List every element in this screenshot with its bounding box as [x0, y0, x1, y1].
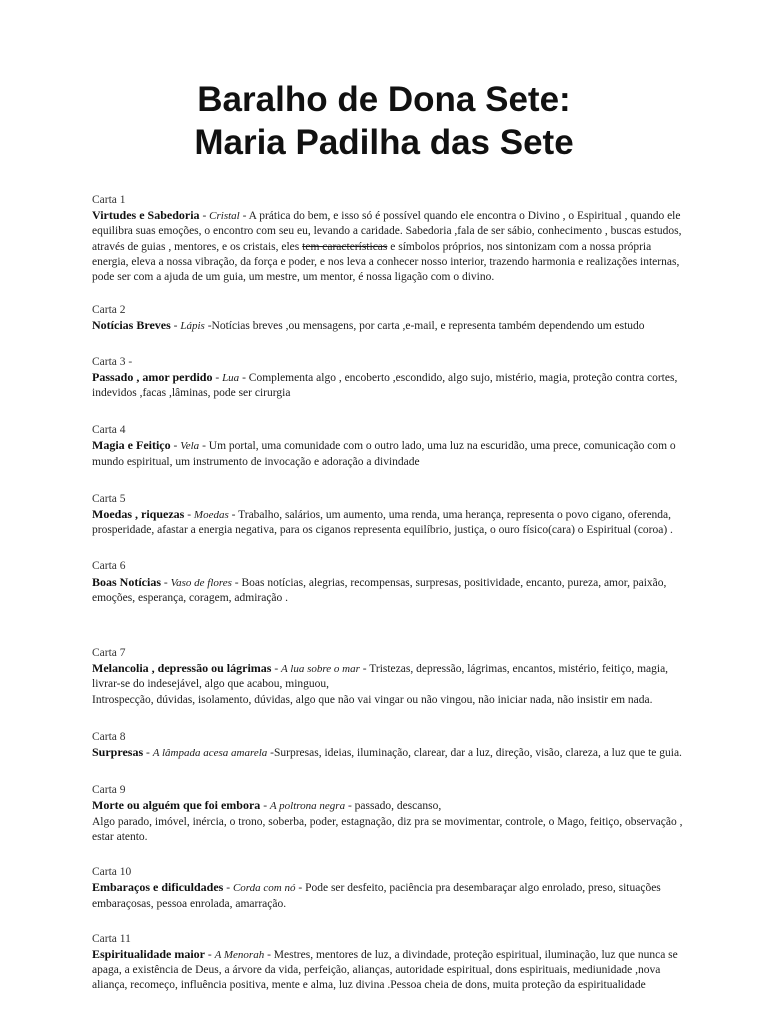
card-number: Carta 8 — [92, 730, 126, 743]
card-description-continued: Introspecção, dúvidas, isolamento, dúvidas, algo que não vai vingar ou não vingou, não iniciar nada, não insistir em nada. — [92, 693, 653, 706]
card-number: Carta 2 — [92, 304, 126, 317]
card-number: Carta 6 — [92, 560, 126, 573]
card-description: - A prática do bem, e isso só é possível quando ele encontra o Divino , o Espiritual , quando ele equilibra suas emoções, o encontro com seu eu, levando a caridade. Sabedoria ,fala de ser sábio, conhecimento , buscas estudos, através de guias , mentores, e os cristais, eles — [92, 210, 682, 253]
card-number: Carta 1 — [92, 194, 126, 206]
title-line-1: Baralho de Dona Sete: — [197, 80, 571, 119]
card-list — [92, 193, 688, 994]
card-name: Notícias Breves — [92, 318, 171, 333]
card-entry-2 — [92, 303, 688, 334]
card-description: - Boas notícias, alegrias, recompensas, surpresas, positividade, encanto, pureza, amor, paixão, emoções, esperança, coragem, admiração . — [92, 576, 667, 604]
card-object: Cristal — [209, 210, 240, 223]
card-name: Boas Notícias — [92, 574, 161, 589]
card-entry-3 — [92, 355, 688, 402]
card-number: Carta 11 — [92, 932, 131, 945]
struck-text: tem características — [302, 240, 388, 253]
card-entry-11 — [92, 932, 688, 994]
card-name: Morte ou alguém que foi embora — [92, 798, 261, 813]
card-description-continued: Algo parado, imóvel, inércia, o trono, soberba, poder, estagnação, diz pra se movimentar, controle, o Mago, feitiço, observação , estar atento. — [92, 815, 683, 843]
card-entry-4 — [92, 423, 688, 470]
card-description: - Complementa algo , encoberto ,escondido, algo sujo, mistério, magia, proteção contra cortes, indevidos ,facas ,lâminas, pode ser cirurgia — [92, 371, 678, 400]
card-entry-7 — [92, 646, 688, 708]
card-separator: - — [223, 882, 233, 895]
card-description: -Surpresas, ideias, iluminação, clarear, dar a luz, direção, visão, clareza, a luz que te guia. — [267, 747, 682, 760]
card-entry-1 — [92, 193, 688, 285]
card-entry-6 — [92, 559, 688, 606]
card-name: Surpresas — [92, 745, 144, 760]
card-name: Moedas , riquezas — [92, 507, 185, 522]
card-name: Melancolia , depressão ou lágrimas — [92, 661, 272, 676]
card-description: -Notícias breves ,ou mensagens, por carta ,e-mail, e representa também dependendo um estudo — [204, 320, 645, 333]
card-number: Carta 10 — [92, 866, 132, 879]
card-separator: - — [271, 663, 282, 676]
card-object: Vela — [180, 440, 200, 453]
card-description: - Mestres, mentores de luz, a divindade, proteção espiritual, iluminação, luz que nunca se apaga, a existência de Deus, a árvore da vida, perfeição, alianças, autoridade espiritual, dons espirituais, mediunidade ,nova aliança, recomeço, influência positiva, mente e alma, luz divina .Pessoa cheia de dons, muita proteção da espiritualidade — [92, 948, 678, 992]
card-object: A lâmpada acesa amarela — [152, 747, 268, 760]
card-number: Carta 4 — [92, 424, 126, 437]
card-entry-9 — [92, 783, 688, 845]
card-object: A Menorah — [214, 948, 265, 961]
card-name: Embaraços e dificuldades — [92, 880, 224, 895]
card-entry-10 — [92, 865, 688, 912]
card-description: - passado, descanso, — [345, 800, 442, 813]
card-description: - Tristezas, depressão, lágrimas, encantos, mistério, feitiço, magia, livrar-se do indesejável, algo que acabou, minguou, — [92, 663, 669, 691]
card-name: Virtudes e Sabedoria — [92, 208, 200, 223]
card-number: Carta 3 - — [92, 355, 133, 368]
card-entry-5 — [92, 492, 688, 539]
card-description: - Um portal, uma comunidade com o outro lado, uma luz na escuridão, uma prece, comunicação com o mundo espiritual, um instrumento de invocação e adoração a divindade — [92, 440, 676, 468]
card-separator: - — [170, 320, 181, 333]
card-separator: - — [184, 509, 194, 522]
card-object: Lua — [222, 371, 240, 384]
card-separator: - — [205, 948, 215, 961]
card-number: Carta 9 — [92, 784, 126, 797]
card-separator: - — [161, 576, 171, 589]
card-separator: - — [143, 747, 153, 760]
card-separator: - — [260, 800, 270, 813]
card-separator: - — [212, 371, 223, 384]
card-name: Espiritualidade maior — [92, 946, 206, 961]
card-separator: - — [199, 210, 210, 223]
card-object: A lua sobre o mar — [281, 663, 360, 676]
card-description: - Pode ser desfeito, paciência pra desembaraçar algo enrolado, preso, situações embaraçosas, pessoa enrolada, amarração. — [92, 882, 661, 910]
document-title — [0, 78, 768, 164]
card-separator: - — [170, 440, 181, 453]
card-object: A poltrona negra — [269, 800, 346, 813]
card-object: Lápis — [180, 320, 205, 333]
card-description: - Trabalho, salários, um aumento, uma renda, uma herança, representa o povo cigano, oferenda, prosperidade, afastar a energia negativa, para os ciganos representa equilíbrio, justiça, o ouro físico(cara) o Espiritual (coroa) . — [92, 509, 673, 537]
card-number: Carta 5 — [92, 492, 126, 505]
card-object: Corda com nó — [232, 882, 296, 895]
card-number: Carta 7 — [92, 647, 126, 660]
title-line-2: Maria Padilha das Sete — [194, 123, 574, 162]
card-object: Moedas — [193, 509, 229, 522]
card-name: Passado , amor perdido — [92, 369, 213, 384]
card-name: Magia e Feitiço — [92, 438, 171, 453]
card-entry-8 — [92, 730, 688, 761]
card-description-continued: e símbolos próprios, nos sintonizam com a nossa própria energia, eleva a nossa vibração, da força e poder, e nos leva a conhecer nosso interior, trazendo harmonia e realizações internas, pode ser com a ajuda de um guia, um mestre, um mentor, é nossa ligação com o divino. — [92, 240, 680, 284]
card-object: Vaso de flores — [170, 576, 232, 589]
